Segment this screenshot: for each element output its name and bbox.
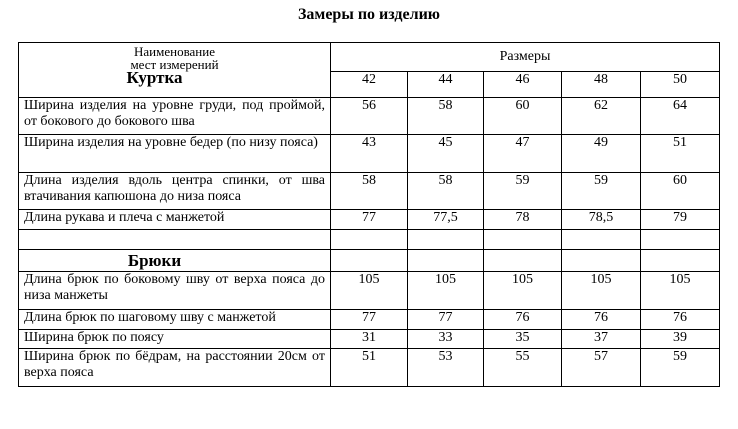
value-cell: 37 (562, 330, 641, 349)
empty-cell (641, 250, 720, 272)
value-cell: 77 (331, 210, 408, 230)
value-cell: 78,5 (562, 210, 641, 230)
empty-cell (641, 230, 720, 250)
row-label: Длина брюк по боковому шву от верха пояса до низа манжеты (19, 272, 331, 310)
empty-cell (408, 250, 484, 272)
value-cell: 76 (562, 310, 641, 330)
value-cell: 60 (641, 173, 720, 210)
value-cell: 105 (641, 272, 720, 310)
row-label: Ширина изделия на уровне бедер (по низу пояса) (19, 135, 331, 173)
empty-cell (484, 250, 562, 272)
value-cell: 77 (408, 310, 484, 330)
value-cell: 105 (408, 272, 484, 310)
table-row (19, 135, 720, 173)
value-cell: 59 (641, 349, 720, 387)
row-label: Длина изделия вдоль центра спинки, от шва втачивания капюшона до низа пояса (19, 173, 331, 210)
empty-cell (19, 230, 331, 250)
empty-cell (484, 230, 562, 250)
value-cell: 45 (408, 135, 484, 173)
table-row (19, 210, 720, 230)
size-cell: 44 (408, 72, 484, 98)
empty-row (19, 230, 720, 250)
table-row (19, 98, 720, 135)
row-label: Ширина изделия на уровне груди, под проймой, от бокового до бокового шва (19, 98, 331, 135)
value-cell: 33 (408, 330, 484, 349)
value-cell: 59 (484, 173, 562, 210)
pants-section-title: Брюки (127, 250, 182, 270)
pants-section-cell (19, 250, 331, 272)
empty-cell (562, 230, 641, 250)
measurements-table (18, 42, 720, 387)
empty-cell (408, 230, 484, 250)
value-cell: 31 (331, 330, 408, 349)
empty-cell (331, 230, 408, 250)
value-cell: 60 (484, 98, 562, 135)
empty-cell (331, 250, 408, 272)
value-cell: 58 (408, 98, 484, 135)
value-cell: 58 (408, 173, 484, 210)
size-cell: 48 (562, 72, 641, 98)
header-name-line1: Наименование (134, 44, 215, 59)
value-cell: 51 (331, 349, 408, 387)
value-cell: 59 (562, 173, 641, 210)
row-label: Ширина брюк по бёдрам, на расстоянии 20см от верха пояса (19, 349, 331, 387)
value-cell: 62 (562, 98, 641, 135)
value-cell: 76 (641, 310, 720, 330)
value-cell: 55 (484, 349, 562, 387)
value-cell: 56 (331, 98, 408, 135)
value-cell: 105 (484, 272, 562, 310)
value-cell: 105 (331, 272, 408, 310)
value-cell: 58 (331, 173, 408, 210)
table-row (19, 272, 720, 310)
value-cell: 43 (331, 135, 408, 173)
row-label: Длина брюк по шаговому шву с манжетой (19, 310, 331, 330)
table-row (19, 349, 720, 387)
value-cell: 39 (641, 330, 720, 349)
value-cell: 78 (484, 210, 562, 230)
row-label: Ширина брюк по поясу (19, 330, 331, 349)
table-row (19, 173, 720, 210)
empty-cell (562, 250, 641, 272)
value-cell: 77,5 (408, 210, 484, 230)
pants-section-row (19, 250, 720, 272)
value-cell: 77 (331, 310, 408, 330)
row-label: Длина рукава и плеча с манжетой (19, 210, 331, 230)
value-cell: 49 (562, 135, 641, 173)
table-row (19, 330, 720, 349)
size-cell: 42 (331, 72, 408, 98)
value-cell: 47 (484, 135, 562, 173)
table-row (19, 310, 720, 330)
value-cell: 53 (408, 349, 484, 387)
header-row (19, 43, 720, 72)
value-cell: 64 (641, 98, 720, 135)
page-title: Замеры по изделию (297, 6, 441, 23)
header-name-cell (19, 43, 331, 98)
size-cell: 46 (484, 72, 562, 98)
value-cell: 76 (484, 310, 562, 330)
sizes-header: Размеры (331, 43, 720, 72)
value-cell: 35 (484, 330, 562, 349)
jacket-section-title: Куртка (126, 68, 183, 87)
value-cell: 105 (562, 272, 641, 310)
value-cell: 57 (562, 349, 641, 387)
size-cell: 50 (641, 72, 720, 98)
value-cell: 79 (641, 210, 720, 230)
value-cell: 51 (641, 135, 720, 173)
header-name-line2: мест измерений (130, 57, 219, 72)
